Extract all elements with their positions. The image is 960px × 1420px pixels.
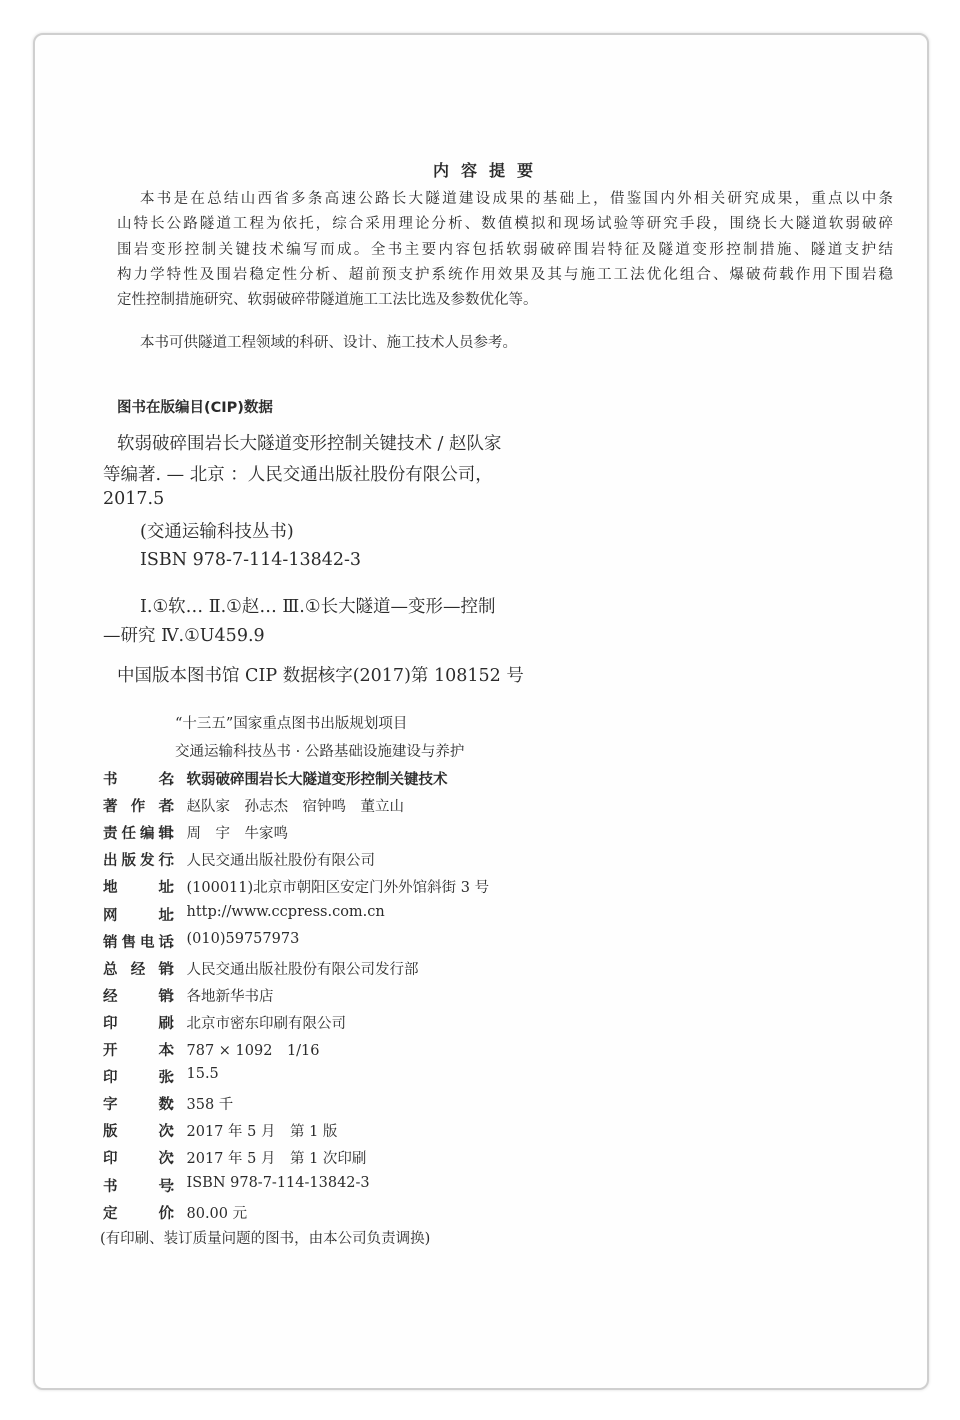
series-project: “十三五”国家重点图书出版规划项目 xyxy=(175,716,408,732)
cip-line: ISBN 978-7-114-13842-3 xyxy=(140,550,362,570)
colophon-row xyxy=(103,1039,320,1060)
summary-line: 定性控制措施研究、软弱破碎带隧道施工工法比选及参数优化等。 xyxy=(117,292,538,309)
colophon-row xyxy=(103,1066,219,1087)
summary-line: 山特长公路隧道工程为依托，综合采用理论分析、数值模拟和现场试验等研究手段，围绕长大隧道软弱破碎 xyxy=(117,216,893,233)
colophon-value: 软弱破碎围岩长大隧道变形控制关键技术 xyxy=(186,772,448,788)
colon: ： xyxy=(169,960,184,978)
colon: ： xyxy=(169,1204,184,1222)
colophon-value: 15.5 xyxy=(186,1066,219,1083)
colophon-label: 网址 xyxy=(103,907,173,924)
summary-title: 内容提要 xyxy=(433,161,546,180)
colophon-value: 80.00 元 xyxy=(186,1205,248,1222)
colophon-value: ISBN 978-7-114-13842-3 xyxy=(186,1174,370,1191)
colophon-value: 人民交通出版社股份有限公司 xyxy=(186,853,375,870)
colophon-row xyxy=(103,1120,337,1141)
colophon-value: (010)59757973 xyxy=(186,930,300,947)
colon: ： xyxy=(169,1177,184,1195)
colon: ： xyxy=(169,1150,184,1168)
colophon-value: 2017 年 5 月 第 1 次印刷 xyxy=(186,1151,367,1168)
cip-line: 软弱破碎围岩长大隧道变形控制关键技术 / 赵队家 xyxy=(117,434,502,454)
colophon-row xyxy=(103,768,448,789)
cip-line: —研究 Ⅳ.①U459.9 xyxy=(103,626,265,646)
colophon-row xyxy=(103,904,385,925)
colophon-label: 定价 xyxy=(103,1205,173,1222)
summary-line: 构力学特性及围岩稳定性分析、超前预支护系统作用效果及其与施工工法优化组合、爆破荷载作用下围岩稳 xyxy=(117,266,893,283)
colophon-row xyxy=(103,1012,346,1033)
summary-line: 围岩变形控制关键技术编写而成。全书主要内容包括软弱破碎围岩特征及隧道变形控制措施、隧道支护结 xyxy=(117,241,893,258)
colophon-label: 总经销 xyxy=(103,961,173,978)
colon: ： xyxy=(169,1096,184,1114)
summary-audience: 本书可供隧道工程领域的科研、设计、施工技术人员参考。 xyxy=(140,335,517,351)
colon: ： xyxy=(169,987,184,1005)
colon: ： xyxy=(169,1123,184,1141)
colophon-row xyxy=(103,1147,366,1168)
colophon-row xyxy=(103,1093,233,1114)
colon: ： xyxy=(169,852,184,870)
colophon-label: 经销 xyxy=(103,988,173,1005)
colophon-label: 著作者 xyxy=(103,799,173,816)
cip-line: 等编著. — 北京 ：人民交通出版社股份有限公司， xyxy=(103,465,493,485)
colon: ： xyxy=(169,798,184,816)
colophon-value: 2017 年 5 月 第 1 版 xyxy=(186,1124,338,1141)
colophon-label: 地址 xyxy=(103,880,173,897)
colophon-label: 责任编辑 xyxy=(103,826,173,843)
colophon-row xyxy=(103,1175,370,1196)
colophon-row xyxy=(103,931,299,952)
colophon-value: (100011)北京市朝阳区安定门外外馆斜街 3 号 xyxy=(186,880,490,897)
series-name: 交通运输科技丛书 · 公路基础设施建设与养护 xyxy=(175,744,465,760)
colon: ： xyxy=(169,933,184,951)
colophon-value: 人民交通出版社股份有限公司发行部 xyxy=(186,961,419,978)
colophon-value: 358 千 xyxy=(186,1097,234,1114)
colophon-row xyxy=(103,876,489,897)
colophon-row xyxy=(103,1202,247,1223)
colophon-row xyxy=(103,849,375,870)
colophon-label: 印次 xyxy=(103,1151,173,1168)
colophon-value: http://www.ccpress.com.cn xyxy=(186,903,385,920)
colophon-value: 各地新华书店 xyxy=(186,988,274,1005)
colophon-value: 赵队家 孙志杰 宿钟鸣 董立山 xyxy=(186,799,404,816)
colon: ： xyxy=(169,825,184,843)
colophon-value: 北京市密东印刷有限公司 xyxy=(186,1015,346,1032)
cip-line: 2017.5 xyxy=(103,489,165,509)
colon: ： xyxy=(169,1069,184,1087)
cip-heading: 图书在版编目(CIP)数据 xyxy=(117,400,273,416)
summary-line: 本书是在总结山西省多条高速公路长大隧道建设成果的基础上，借鉴国内外相关研究成果，重点以中条 xyxy=(140,191,893,207)
colophon-label: 销售电话 xyxy=(103,934,173,951)
colon: ： xyxy=(169,879,184,897)
colophon-row xyxy=(103,985,274,1006)
colon: ： xyxy=(169,1042,184,1059)
colon: ： xyxy=(169,771,184,788)
colon: ： xyxy=(169,906,184,924)
colon: ： xyxy=(169,1014,184,1032)
colophon-label: 出版发行 xyxy=(103,853,173,870)
colophon-label: 书号 xyxy=(103,1178,173,1195)
colophon-label: 印张 xyxy=(103,1070,173,1087)
colophon-value: 周 宇 牛家鸣 xyxy=(186,826,288,843)
colophon-row xyxy=(103,958,419,979)
cip-line: Ⅰ.①软… Ⅱ.①赵… Ⅲ.①长大隧道—变形—控制 xyxy=(140,597,496,617)
colophon-value: 787 × 1092 1/16 xyxy=(186,1043,320,1059)
colophon-label: 印刷 xyxy=(103,1015,173,1032)
colophon-row xyxy=(103,822,288,843)
colophon-row xyxy=(103,795,404,816)
cip-line: 中国版本图书馆 CIP 数据核字(2017)第 108152 号 xyxy=(117,666,524,686)
colophon-label: 开本 xyxy=(103,1043,173,1059)
colophon-label: 版次 xyxy=(103,1124,173,1141)
cip-line: (交通运输科技丛书) xyxy=(140,522,294,542)
quality-notice: (有印刷、装订质量问题的图书，由本公司负责调换) xyxy=(100,1231,431,1247)
colophon-label: 书名 xyxy=(103,772,173,788)
colophon-label: 字数 xyxy=(103,1097,173,1114)
